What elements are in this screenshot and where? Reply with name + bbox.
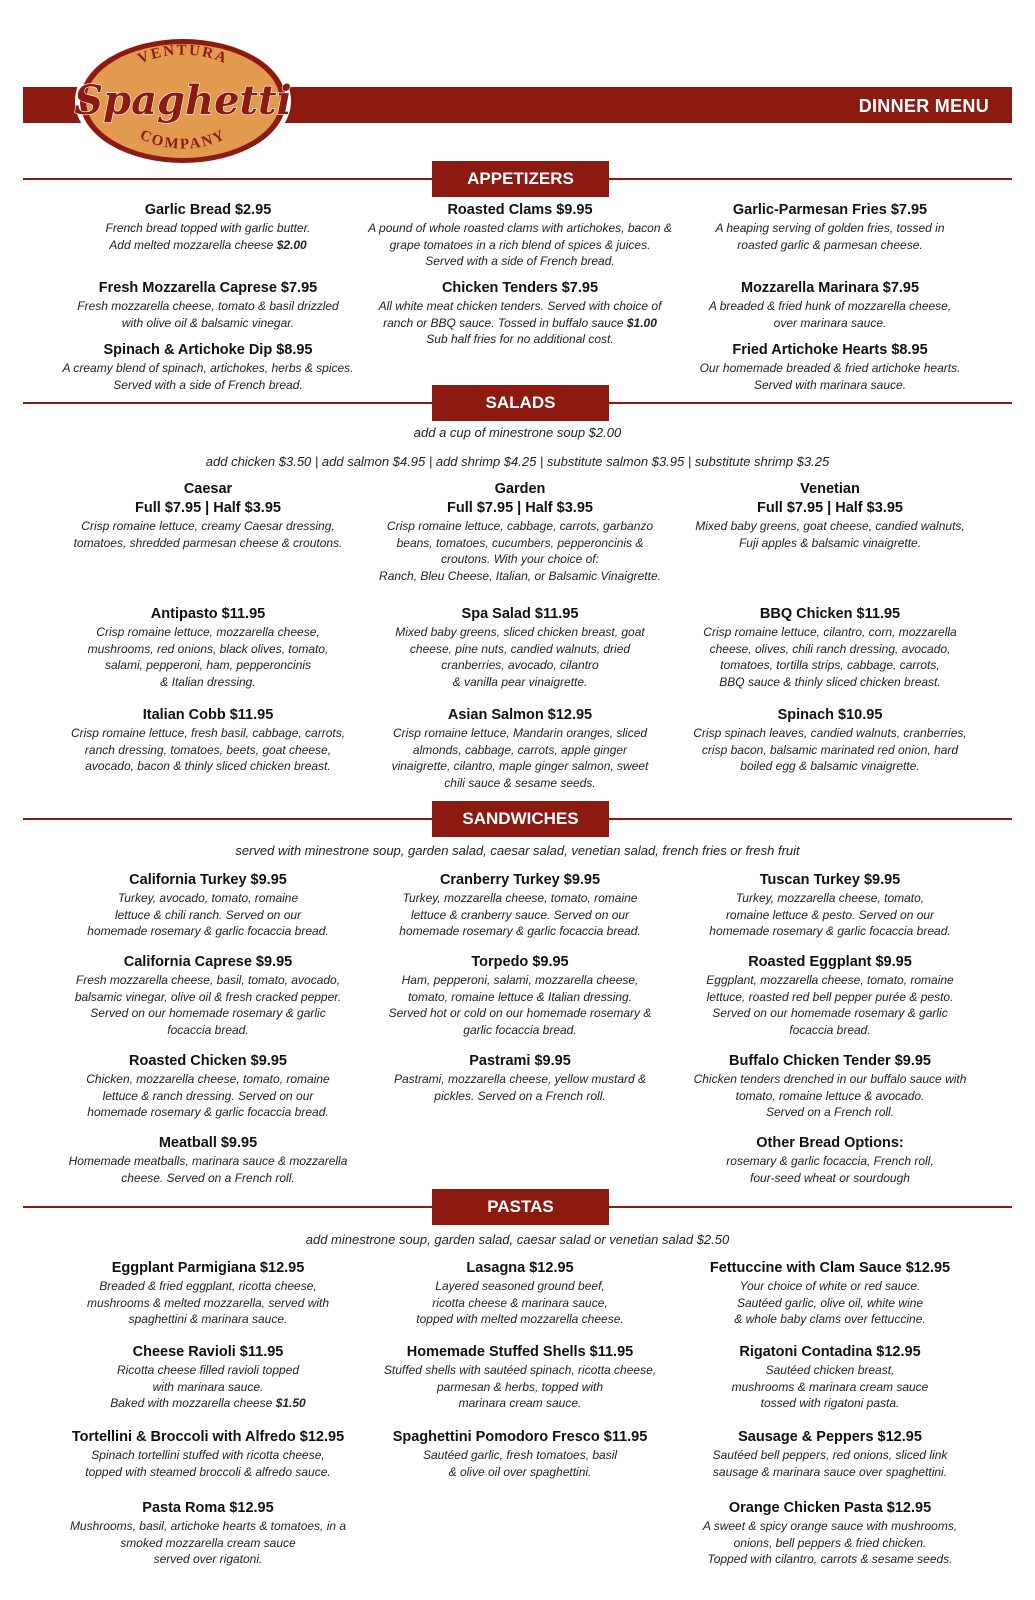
item-name: Meatball $9.95 bbox=[158, 1135, 258, 1151]
item-name: Garlic Bread $2.95 bbox=[144, 202, 272, 218]
item-name: Homemade Stuffed Shells $11.95 bbox=[406, 1344, 634, 1360]
item-name: Caesar bbox=[183, 481, 233, 497]
menu-item: Roasted Eggplant $9.95 Eggplant, mozzarella cheese, tomato, romaine lettuce, roasted red bell pepper purée & pesto. Served on our homemade rosemary & garlic focaccia bread. bbox=[670, 953, 990, 1038]
item-name: Asian Salmon $12.95 bbox=[447, 707, 593, 723]
menu-item: Italian Cobb $11.95 Crisp romaine lettuce, fresh basil, cabbage, carrots, ranch dressing, tomatoes, beets, goat cheese, avocado, bacon & thinly sliced chicken breast. bbox=[48, 706, 368, 775]
ventura-spaghetti-company-logo bbox=[72, 32, 294, 170]
menu-item: Pasta Roma $12.95 Mushrooms, basil, artichoke hearts & tomatoes, in a smoked mozzarella cream sauce served over rigatoni. bbox=[48, 1499, 368, 1568]
salads-addons-note: add chicken $3.50 | add salmon $4.95 | add shrimp $4.25 | substitute salmon $3.95 | substitute shrimp $3.25 bbox=[205, 454, 830, 469]
item-name: Pastrami $9.95 bbox=[469, 1053, 571, 1069]
item-name: Rigatoni Contadina $12.95 bbox=[739, 1344, 921, 1360]
menu-item: Fried Artichoke Hearts $8.95 Our homemade breaded & fried artichoke hearts. Served with marinara sauce. bbox=[670, 341, 990, 393]
item-name: Torpedo $9.95 bbox=[471, 954, 569, 970]
sandwiches-sides-note: served with minestrone soup, garden salad, caesar salad, venetian salad, french fries or fresh fruit bbox=[235, 843, 800, 858]
menu-item: Orange Chicken Pasta $12.95 A sweet & spicy orange sauce with mushrooms, onions, bell peppers & fried chicken. Topped with cilantro, carrots & sesame seeds. bbox=[670, 1499, 990, 1568]
item-name: Fresh Mozzarella Caprese $7.95 bbox=[98, 280, 318, 296]
menu-item: Buffalo Chicken Tender $9.95 Chicken tenders drenched in our buffalo sauce with tomato, romaine lettuce & avocado. Served on a French roll. bbox=[670, 1052, 990, 1121]
menu-item: Garlic-Parmesan Fries $7.95 A heaping serving of golden fries, tossed in roasted garlic & parmesan cheese. bbox=[670, 201, 990, 253]
menu-item: Asian Salmon $12.95 Crisp romaine lettuce, Mandarin oranges, sliced almonds, cabbage, carrots, apple ginger vinaigrette, cilantro, maple ginger salmon, sweet chili sauce & sesame seeds. bbox=[360, 706, 680, 791]
item-name: Italian Cobb $11.95 bbox=[142, 707, 274, 723]
svg-text:COMPANY: COMPANY bbox=[137, 126, 229, 153]
item-name: California Caprese $9.95 bbox=[123, 954, 293, 970]
svg-text:VENTURA: VENTURA bbox=[135, 42, 231, 68]
item-name: Lasagna $12.95 bbox=[466, 1260, 574, 1276]
menu-item: Spaghettini Pomodoro Fresco $11.95 Sautéed garlic, fresh tomatoes, basil & olive oil over spaghettini. bbox=[360, 1428, 680, 1480]
item-name: Eggplant Parmigiana $12.95 bbox=[111, 1260, 305, 1276]
item-name: Antipasto $11.95 bbox=[150, 606, 266, 622]
menu-item: California Turkey $9.95 Turkey, avocado, tomato, romaine lettuce & chili ranch. Served on our homemade rosemary & garlic focaccia bread. bbox=[48, 871, 368, 940]
menu-item: Spinach $10.95 Crisp spinach leaves, candied walnuts, cranberries, crisp bacon, balsamic marinated red onion, hard boiled egg & balsamic vinaigrette. bbox=[670, 706, 990, 775]
menu-item: Pastrami $9.95 Pastrami, mozzarella cheese, yellow mustard & pickles. Served on a French roll. bbox=[360, 1052, 680, 1104]
menu-item: California Caprese $9.95 Fresh mozzarella cheese, basil, tomato, avocado, balsamic vinegar, olive oil & fresh cracked pepper. Served on our homemade rosemary & garlic focaccia bread. bbox=[48, 953, 368, 1038]
menu-item: Venetian Full $7.95 | Half $3.95 Mixed baby greens, goat cheese, candied walnuts, Fuji apples & balsamic vinaigrette. bbox=[670, 480, 990, 551]
item-name: Mozzarella Marinara $7.95 bbox=[740, 280, 920, 296]
item-name: Chicken Tenders $7.95 bbox=[441, 280, 599, 296]
item-name: Garden bbox=[494, 481, 546, 497]
menu-title: DINNER MENU bbox=[858, 96, 989, 116]
item-name: Sausage & Peppers $12.95 bbox=[738, 1429, 922, 1445]
menu-item: Garlic Bread $2.95 French bread topped with garlic butter. Add melted mozzarella cheese $2.00 bbox=[48, 201, 368, 253]
menu-item: BBQ Chicken $11.95 Crisp romaine lettuce, cilantro, corn, mozzarella cheese, olives, chili ranch dressing, avocado, tomatoes, tortilla strips, cabbage, carrots, BBQ sauce & thinly sliced chicken breast. bbox=[670, 605, 990, 690]
menu-item: Tortellini & Broccoli with Alfredo $12.95 Spinach tortellini stuffed with ricotta cheese, topped with steamed broccoli & alfredo sauce. bbox=[38, 1428, 378, 1480]
appetizers-heading: APPETIZERS bbox=[432, 161, 609, 197]
item-name: Spaghettini Pomodoro Fresco $11.95 bbox=[392, 1429, 648, 1445]
menu-item: Antipasto $11.95 Crisp romaine lettuce, mozzarella cheese, mushrooms, red onions, black olives, tomato, salami, pepperoni, ham, pepperoncinis & Italian dressing. bbox=[48, 605, 368, 690]
item-name: BBQ Chicken $11.95 bbox=[759, 606, 901, 622]
menu-item: Fresh Mozzarella Caprese $7.95 Fresh mozzarella cheese, tomato & basil drizzled with olive oil & balsamic vinegar. bbox=[48, 279, 368, 331]
pastas-sides-note: add minestrone soup, garden salad, caesar salad or venetian salad $2.50 bbox=[305, 1232, 730, 1247]
menu-item: Rigatoni Contadina $12.95 Sautéed chicken breast, mushrooms & marinara cream sauce tossed with rigatoni pasta. bbox=[670, 1343, 990, 1412]
item-name: Fried Artichoke Hearts $8.95 bbox=[732, 342, 928, 358]
item-name: Roasted Clams $9.95 bbox=[447, 202, 593, 218]
menu-item: Chicken Tenders $7.95 All white meat chicken tenders. Served with choice of ranch or BBQ sauce. Tossed in buffalo sauce $1.00 Sub half fries for no additional cost. bbox=[360, 279, 680, 348]
item-name: Fettuccine with Clam Sauce $12.95 bbox=[709, 1260, 951, 1276]
menu-item: Spinach & Artichoke Dip $8.95 A creamy blend of spinach, artichokes, herbs & spices. Served with a side of French bread. bbox=[48, 341, 368, 393]
item-price: Full $7.95 | Half $3.95 bbox=[447, 500, 593, 516]
menu-item: Fettuccine with Clam Sauce $12.95 Your choice of white or red sauce. Sautéed garlic, olive oil, white wine & whole baby clams over fettuccine. bbox=[670, 1259, 990, 1328]
item-name: Buffalo Chicken Tender $9.95 bbox=[729, 1053, 931, 1069]
item-name: Cranberry Turkey $9.95 bbox=[439, 872, 601, 888]
menu-item: Roasted Clams $9.95 A pound of whole roasted clams with artichokes, bacon & grape tomatoes in a rich blend of spices & juices. Served with a side of French bread. bbox=[360, 201, 680, 270]
item-name: Garlic-Parmesan Fries $7.95 bbox=[732, 202, 928, 218]
item-name: Spinach & Artichoke Dip $8.95 bbox=[103, 342, 313, 358]
menu-item: Cranberry Turkey $9.95 Turkey, mozzarella cheese, tomato, romaine lettuce & cranberry sauce. Served on our homemade rosemary & garlic focaccia bread. bbox=[360, 871, 680, 940]
menu-item: Roasted Chicken $9.95 Chicken, mozzarella cheese, tomato, romaine lettuce & ranch dressing. Served on our homemade rosemary & garlic focaccia bread. bbox=[48, 1052, 368, 1121]
pastas-heading: PASTAS bbox=[432, 1189, 609, 1225]
menu-item: Sausage & Peppers $12.95 Sautéed bell peppers, red onions, sliced link sausage & marinara sauce over spaghettini. bbox=[670, 1428, 990, 1480]
item-name: Spa Salad $11.95 bbox=[461, 606, 579, 622]
item-name: Cheese Ravioli $11.95 bbox=[132, 1344, 284, 1360]
menu-item: Torpedo $9.95 Ham, pepperoni, salami, mozzarella cheese, tomato, romaine lettuce & Italian dressing. Served hot or cold on our homemade rosemary & garlic focaccia bread. bbox=[360, 953, 680, 1038]
item-name: California Turkey $9.95 bbox=[129, 872, 287, 888]
menu-item: Garden Full $7.95 | Half $3.95 Crisp romaine lettuce, cabbage, carrots, garbanzo beans, tomatoes, cucumbers, pepperoncinis & croutons. With your choice of: Ranch, Bleu Cheese, Italian, or Balsamic Vinaigrette. bbox=[360, 480, 680, 584]
item-name: Spinach $10.95 bbox=[777, 707, 883, 723]
menu-item: Meatball $9.95 Homemade meatballs, marinara sauce & mozzarella cheese. Served on a French roll. bbox=[48, 1134, 368, 1186]
salads-soup-note: add a cup of minestrone soup $2.00 bbox=[413, 425, 622, 440]
menu-item: Lasagna $12.95 Layered seasoned ground beef, ricotta cheese & marinara sauce, topped with melted mozzarella cheese. bbox=[360, 1259, 680, 1328]
bread-options: Other Bread Options: rosemary & garlic focaccia, French roll, four-seed wheat or sourdough bbox=[670, 1134, 990, 1186]
menu-item: Tuscan Turkey $9.95 Turkey, mozzarella cheese, tomato, romaine lettuce & pesto. Served on our homemade rosemary & garlic focaccia bread. bbox=[670, 871, 990, 940]
item-name: Tortellini & Broccoli with Alfredo $12.95 bbox=[71, 1429, 345, 1445]
item-price: Full $7.95 | Half $3.95 bbox=[135, 500, 281, 516]
item-price: Full $7.95 | Half $3.95 bbox=[757, 500, 903, 516]
item-name: Tuscan Turkey $9.95 bbox=[759, 872, 901, 888]
menu-item: Mozzarella Marinara $7.95 A breaded & fried hunk of mozzarella cheese, over marinara sauce. bbox=[670, 279, 990, 331]
menu-item: Spa Salad $11.95 Mixed baby greens, sliced chicken breast, goat cheese, pine nuts, candied walnuts, dried cranberries, avocado, cilantro & vanilla pear vinaigrette. bbox=[360, 605, 680, 690]
item-name: Other Bread Options: bbox=[756, 1135, 904, 1151]
menu-item: Cheese Ravioli $11.95 Ricotta cheese filled ravioli topped with marinara sauce. Baked with mozzarella cheese $1.50 bbox=[48, 1343, 368, 1412]
salads-heading: SALADS bbox=[432, 385, 609, 421]
svg-text:Spaghetti: Spaghetti bbox=[74, 77, 292, 124]
item-name: Roasted Eggplant $9.95 bbox=[748, 954, 912, 970]
menu-item: Eggplant Parmigiana $12.95 Breaded & fried eggplant, ricotta cheese, mushrooms & melted mozzarella, served with spaghettini & marinara sauce. bbox=[48, 1259, 368, 1328]
item-name: Orange Chicken Pasta $12.95 bbox=[728, 1500, 932, 1516]
menu-item: Homemade Stuffed Shells $11.95 Stuffed shells with sautéed spinach, ricotta cheese, parmesan & herbs, topped with marinara cream sauce. bbox=[360, 1343, 680, 1412]
item-name: Roasted Chicken $9.95 bbox=[129, 1053, 287, 1069]
item-name: Venetian bbox=[800, 481, 860, 497]
item-name: Pasta Roma $12.95 bbox=[142, 1500, 274, 1516]
sandwiches-heading: SANDWICHES bbox=[432, 801, 609, 837]
menu-item: Caesar Full $7.95 | Half $3.95 Crisp romaine lettuce, creamy Caesar dressing, tomatoes, shredded parmesan cheese & croutons. bbox=[48, 480, 368, 551]
